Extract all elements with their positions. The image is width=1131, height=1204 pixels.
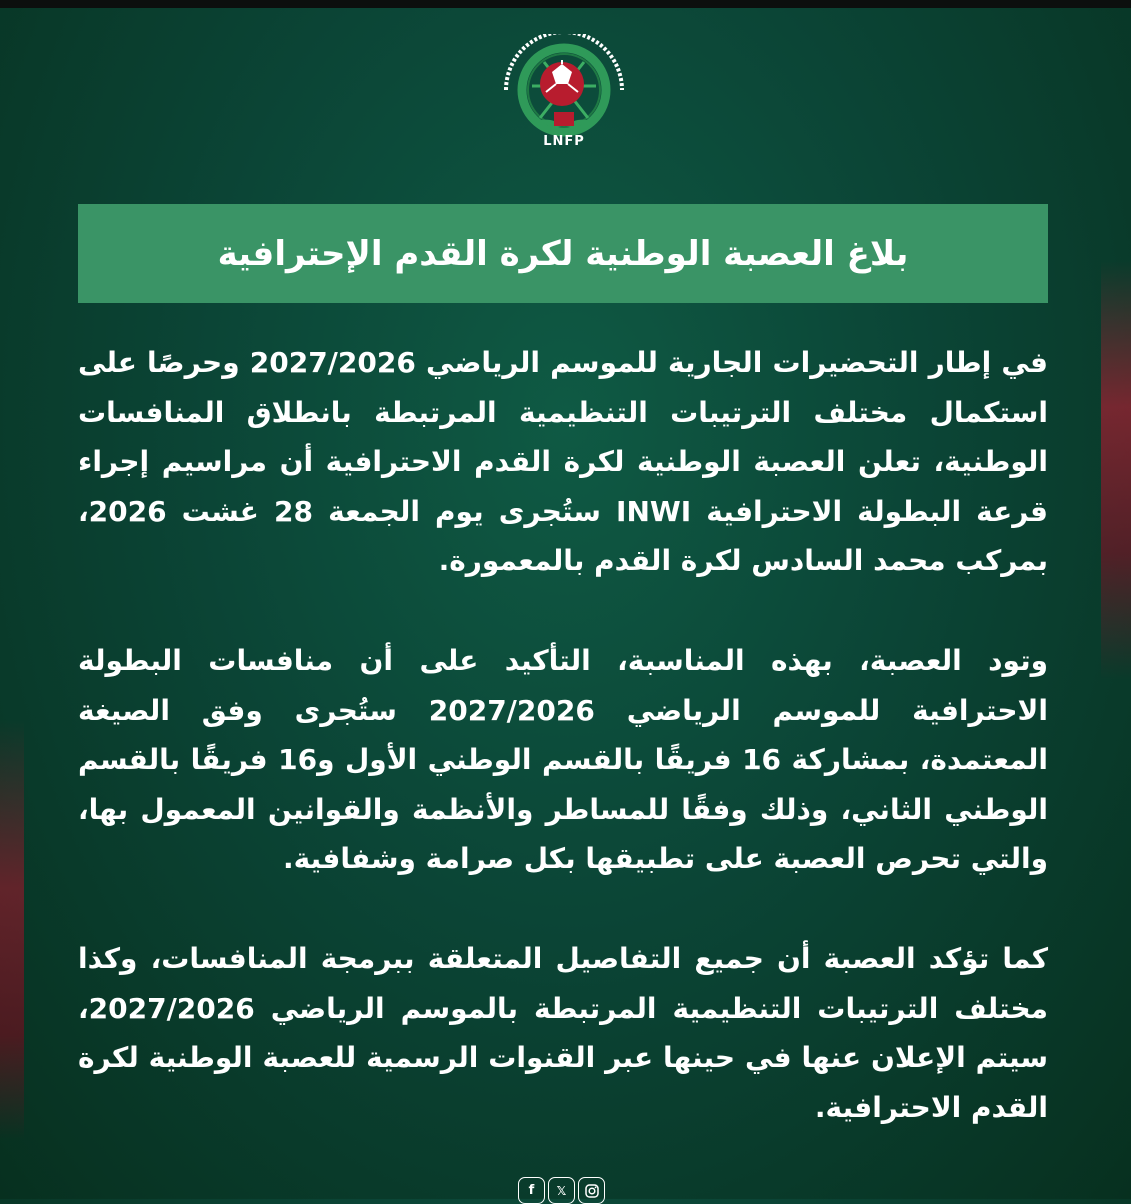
- lnfp-logo-icon: [496, 34, 632, 138]
- social-links: [518, 1177, 605, 1204]
- decorative-edge-right: [1101, 260, 1131, 680]
- paragraph-3: كما تؤكد العصبة أن جميع التفاصيل المتعلقة ببرمجة المنافسات، وكذا مختلف الترتيبات التنظيمية المرتبطة بالموسم الرياضي 2027/2026، سيتم الإعلان عنها في حينها عبر القنوات الرسمية للعصبة الوطنية لكرة القدم الاحترافية.: [78, 942, 1048, 1124]
- x-icon[interactable]: [548, 1177, 575, 1204]
- x-glyph: 𝕏: [556, 1183, 567, 1198]
- paragraph-1: في إطار التحضيرات الجارية للموسم الرياضي 2027/2026 وحرصًا على استكمال مختلف الترتيبات التنظيمية المرتبطة بانطلاق المنافسات الوطنية، تعلن العصبة الوطنية لكرة القدم الاحترافية أن مراسيم إجراء قرعة البطولة الاحترافية INWI ستُجرى يوم الجمعة 28 غشت 2026، بمركب محمد السادس لكرة القدم بالمعمورة.: [78, 346, 1048, 578]
- facebook-icon[interactable]: [518, 1177, 545, 1204]
- logo-label: LNFP: [543, 134, 585, 149]
- lnfp-logo: [496, 34, 632, 158]
- instagram-icon[interactable]: [578, 1177, 605, 1204]
- announcement-title: بلاغ العصبة الوطنية لكرة القدم الإحترافية: [217, 233, 909, 274]
- top-bar: [0, 0, 1131, 8]
- announcement-title-banner: [78, 204, 1048, 303]
- paragraph-2: وتود العصبة، بهذه المناسبة، التأكيد على أن منافسات البطولة الاحترافية للموسم الرياضي 2027/2026 ستُجرى وفق الصيغة المعتمدة، بمشاركة 16 فريقًا بالقسم الوطني الأول و16 فريقًا بالقسم الوطني الثاني، وذلك وفقًا للمساطر والأنظمة والقوانين المعمول بها، والتي تحرص العصبة على تطبيقها بكل صرامة وشفافية.: [78, 644, 1048, 876]
- decorative-edge-left: [0, 720, 24, 1140]
- facebook-glyph: f: [528, 1183, 535, 1198]
- instagram-glyph: [585, 1184, 599, 1198]
